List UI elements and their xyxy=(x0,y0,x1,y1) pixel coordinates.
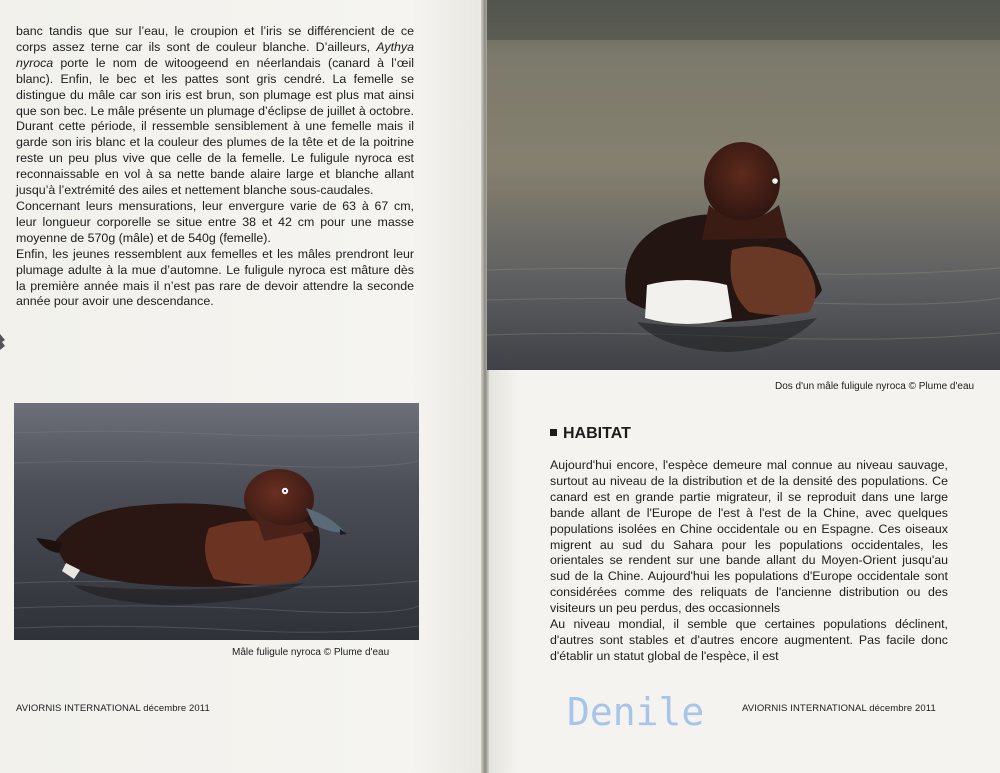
species-name: Aythya nyroca xyxy=(16,39,414,70)
text-run: porte le nom de witoogeend en néerlandais (canard à l’œil blanc). Enfin, le bec et les pattes sont gris cendré. La femelle se distingue du mâle car son iris est brun, son plumage est plus mat ainsi que son bec. Le mâle présente un plumage d’éclipse de juillet à octobre. Durant cette période, il ressemble sensiblement à une femelle mais il garde son iris blanc et la couleur des plumes de la tête et de la poitrine reste un peu plus vive que celle de la femelle. Le fuligule nyroca est reconnaissable en vol à sa nette bande alaire large et blanche allant jusqu’à l’extrémité des ailes et nettement blanche sous-caudales. xyxy=(16,55,414,198)
photo-back-of-male-duck xyxy=(487,0,1000,370)
section-heading xyxy=(550,425,631,443)
paragraph xyxy=(16,24,414,199)
photo-caption-right: Dos d'un mâle fuligule nyroca © Plume d'eau xyxy=(775,381,975,392)
footer-right: AVIORNIS INTERNATIONAL décembre 2011 xyxy=(742,703,936,714)
watermark-signature: Denile xyxy=(567,690,705,734)
paragraph xyxy=(16,199,414,247)
square-bullet-icon xyxy=(550,429,557,436)
right-body-text xyxy=(550,458,948,665)
text-run: Concernant leurs mensurations, leur envergure varie de 63 à 67 cm, leur longueur corporelle se situe entre 38 et 42 cm pour une masse moyenne de 570g (mâle) et de 540g (femelle). xyxy=(16,198,414,245)
footer-left: AVIORNIS INTERNATIONAL décembre 2011 xyxy=(16,703,210,714)
left-body-text xyxy=(16,24,414,310)
text-run: banc tandis que sur l’eau, le croupion et l’iris se différencient de ce corps assez terne car ils sont de couleur blanche. D’ailleurs, xyxy=(16,24,414,54)
heading-label: HABITAT xyxy=(563,425,631,442)
text-run: Enfin, les jeunes ressemblent aux femelles et les mâles prendront leur plumage adulte à la mue d’automne. Le fuligule nyroca est mâture dès la première année mais il n’est pas rare de devoir attendre la seconde année pour avoir une descendance. xyxy=(16,246,414,309)
paragraph: Aujourd'hui encore, l'espèce demeure mal connue au niveau sauvage, surtout au niveau de la distribution et de la densité des populations. Ce canard est en grande partie migrateur, il se reproduit dans une large bande allant de l'Europe de l'est à l'est de la Chine, avec quelques populations isolées en Chine occidentale ou en Espagne. Ces oiseaux migrent au sud du Sahara pour les populations occidentales, les orientales se rendent sur une bande allant du Moyen-Orient jusqu'au sud de la Chine. Aujourd'hui les populations d'Europe occidentale sont considérées comme des reliquats de l'ancienne distribution ou des visiteurs un peu perdus, des occasionnels xyxy=(550,458,948,616)
photo-caption-left: Mâle fuligule nyroca © Plume d'eau xyxy=(232,647,390,658)
binder-mark-icon xyxy=(0,332,6,352)
photo-male-ferruginous-duck xyxy=(14,403,419,640)
paragraph xyxy=(16,247,414,311)
paragraph: Au niveau mondial, il semble que certaines populations déclinent, d'autres sont stables et d'autres encore augmentent. Pas facile donc d'établir un statut global de l'espèce, il est xyxy=(550,617,948,663)
